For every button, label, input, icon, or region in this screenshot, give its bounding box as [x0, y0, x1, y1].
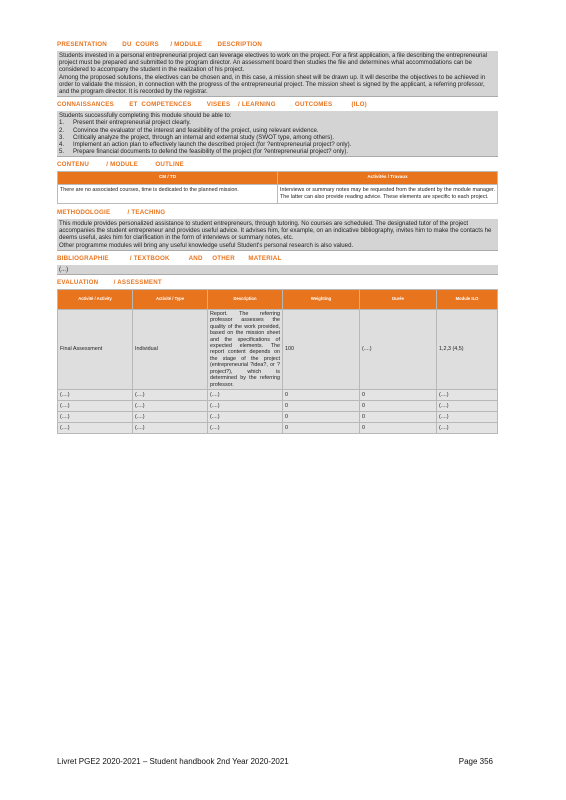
- eval-header-ilo: Module ILO: [437, 290, 498, 310]
- eval-duration: 0: [360, 422, 437, 433]
- eval-activity: (....): [58, 389, 133, 400]
- eval-weight: 0: [283, 411, 360, 422]
- eval-ilo: (....): [437, 389, 498, 400]
- list-item: [59, 134, 496, 141]
- list-item: [59, 141, 496, 148]
- eval-ilo: (....): [437, 422, 498, 433]
- list-item: [59, 148, 496, 155]
- eval-activity: (....): [58, 411, 133, 422]
- outline-table: [57, 171, 498, 204]
- list-item: [59, 127, 496, 134]
- methodology-paragraph: Other programme modules will bring any useful knowledge useful Student's personal research is also valued.: [59, 241, 354, 249]
- eval-duration: 0: [360, 400, 437, 411]
- list-number: 4.: [59, 141, 65, 149]
- presentation-paragraph: Among the proposed solutions, the electives can be chosen and, in this case, a mission sheet will be drawn up. It will describe the objectives to be achieved in order to validate the mission, in connection with the progress of the entrepreneurial project. The mission sheet is signed by the applicant, a referring professor, and the program director. It is recorded by the registrar.: [59, 73, 486, 96]
- eval-description: Report. The referring professor assesses the quality of the work provided, based on the mission sheet and the specifications of expected elements. The report content depends on the stage of the project (entrepreneurial ?idea?, or ?project?), which is determined by the referring professor.: [208, 310, 283, 390]
- eval-duration: 0: [360, 411, 437, 422]
- eval-ilo: (....): [437, 400, 498, 411]
- skills-box: [57, 111, 498, 157]
- list-number: 5.: [59, 148, 65, 156]
- eval-ilo: 1,2,3 (4,5): [437, 310, 498, 390]
- eval-weight: 0: [283, 400, 360, 411]
- outline-header-cm: CM / TD: [58, 172, 278, 185]
- eval-header-duration: Durée: [360, 290, 437, 310]
- eval-type: Individual: [133, 310, 208, 390]
- eval-type: (....): [133, 389, 208, 400]
- eval-duration: (....): [360, 310, 437, 390]
- table-row: [58, 400, 498, 411]
- methodology-title: METHODOLOGIE / TEACHING: [57, 209, 166, 217]
- list-text: Prepare financial documents to defend the feasibility of the project (for ?entrepreneurial project? only).: [73, 148, 349, 156]
- skills-intro: Students successfully completing this module should be able to:: [59, 112, 232, 120]
- eval-activity: Final Assessment: [58, 310, 133, 390]
- eval-description: (....): [208, 389, 283, 400]
- table-row: [58, 422, 498, 433]
- list-text: Implement an action plan to effectively launch the described project (for ?entrepreneurial project? only).: [73, 141, 352, 149]
- table-row: [58, 310, 498, 390]
- list-text: Critically analyze the project, through an internal and external study (SWOT type, among others).: [73, 133, 335, 141]
- outline-header-activities: Activités / Travaux: [278, 172, 498, 185]
- eval-description: (....): [208, 411, 283, 422]
- bibliography-box: (...): [57, 265, 498, 275]
- document-page: [57, 40, 498, 434]
- table-row: [58, 411, 498, 422]
- eval-header-description: Description: [208, 290, 283, 310]
- list-number: 1.: [59, 119, 65, 127]
- list-item: [59, 119, 496, 126]
- page-footer: [57, 757, 493, 766]
- eval-weight: 0: [283, 422, 360, 433]
- outline-activities-text: Interviews or summary notes may be requested from the student by the module manager. The latter can also provide reading advice. These elements are specific to each project.: [278, 185, 498, 204]
- bibliography-title: BIBLIOGRAPHIE / TEXTBOOK AND OTHER MATERIAL: [57, 254, 282, 262]
- outline-title: CONTENU / MODULE OUTLINE: [57, 161, 184, 169]
- skills-title: CONNAISSANCES ET COMPETENCES VISEES / LEARNING OUTCOMES (ILO): [57, 101, 367, 109]
- eval-type: (....): [133, 422, 208, 433]
- list-text: Convince the evaluator of the interest and feasibility of the project, using relevant evidence.: [73, 126, 319, 134]
- eval-description: (....): [208, 422, 283, 433]
- presentation-box: [57, 51, 498, 97]
- table-row: [58, 389, 498, 400]
- presentation-title: PRESENTATION DU COURS / MODULE DESCRIPTION: [57, 41, 263, 48]
- outline-cm-text: There are no associated courses, time is dedicated to the planned mission.: [58, 185, 278, 204]
- methodology-box: [57, 219, 498, 251]
- eval-activity: (....): [58, 422, 133, 433]
- eval-activity: (....): [58, 400, 133, 411]
- eval-type: (....): [133, 411, 208, 422]
- evaluation-table: [57, 289, 498, 434]
- footer-handbook-title: Livret PGE2 2020-2021 – Student handbook 2nd Year 2020-2021: [57, 757, 289, 766]
- eval-header-activity: Activité / Activity: [58, 290, 133, 310]
- eval-ilo: (....): [437, 411, 498, 422]
- eval-weight: 0: [283, 389, 360, 400]
- evaluation-title: EVALUATION / ASSESSMENT: [57, 279, 162, 287]
- eval-description: (....): [208, 400, 283, 411]
- eval-header-type: Activité / Type: [133, 290, 208, 310]
- eval-duration: 0: [360, 389, 437, 400]
- list-text: Present their entrepreneurial project clearly.: [73, 119, 191, 127]
- list-number: 3.: [59, 133, 65, 141]
- methodology-paragraph: This module provides personalized assistance to student entrepreneurs, through tutoring. No courses are scheduled. The designated tutor of the project accompanies the student entrepreneur and provides useful advice. It advises him, for example, on an indicative bibliography, invites him to make the contacts he deems useful, asks him for clarification in the form of interviews or summary notes, etc.: [59, 220, 492, 242]
- eval-type: (....): [133, 400, 208, 411]
- presentation-paragraph: Students invested in a personal entrepreneurial project can leverage electives to work on the project. For a first application, a file describing the entrepreneurial project must be prepared and submitted to the program director. An assessment board then studies the file and determines what accommodations can be considered to accompany the student in the realization of his project.: [59, 52, 488, 74]
- eval-weight: 100: [283, 310, 360, 390]
- footer-page-number: Page 356: [458, 757, 493, 766]
- list-number: 2.: [59, 126, 65, 134]
- eval-header-weighting: Weighting: [283, 290, 360, 310]
